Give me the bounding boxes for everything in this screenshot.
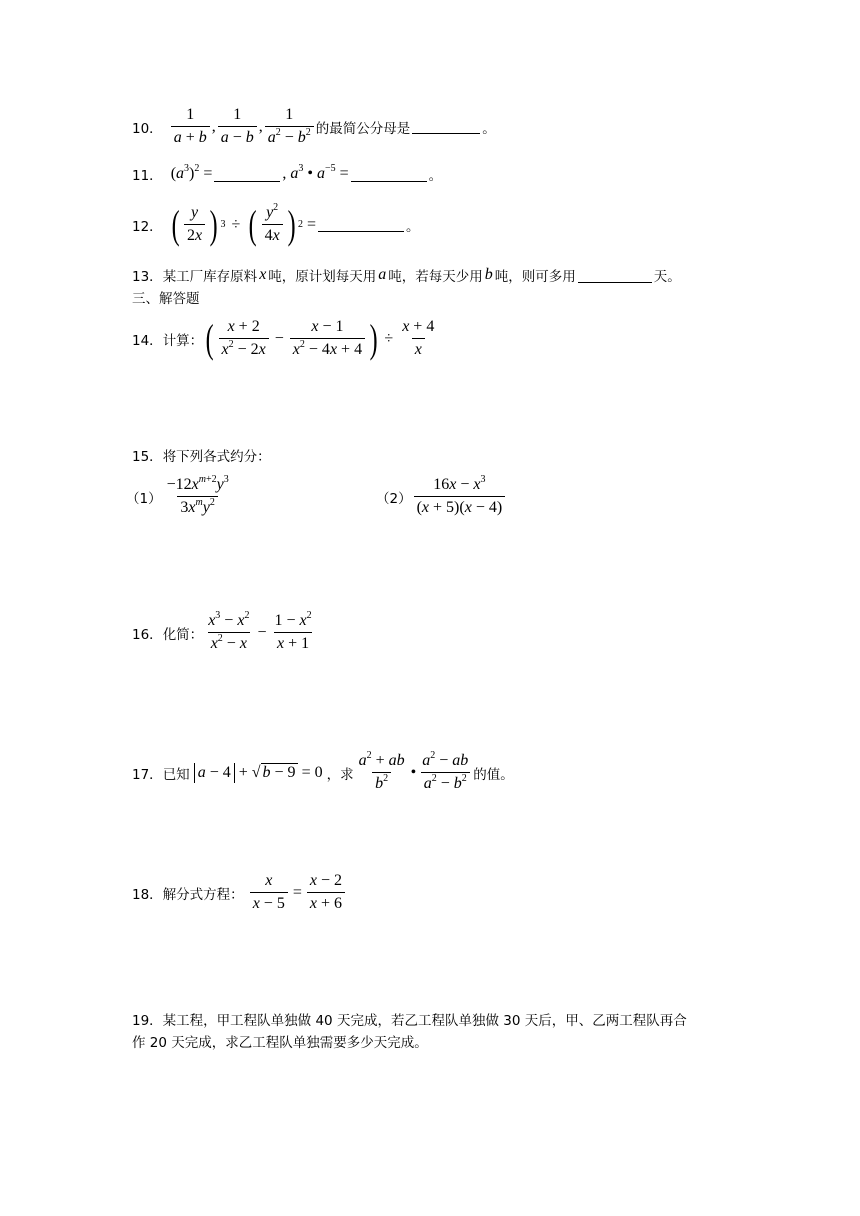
math-expression: ( $\frac{x + 2}{x^2 - 2x}$ − $\frac{x - 1}{x^2 - 4x + 4}$ ) ÷ $\frac{x + 4}{x}$ bbox=[205, 315, 435, 361]
math-expression: a − 4 + √ b − 9 = 0 bbox=[194, 763, 327, 783]
question-15 bbox=[132, 445, 271, 465]
fraction: $\frac{16x - x^3}{(x + 5)(x - 4)}$ bbox=[414, 476, 506, 517]
question-label: 解分式方程： bbox=[162, 886, 244, 903]
question-label: 将下列各式约分： bbox=[162, 449, 271, 465]
question-label: 已知 bbox=[162, 766, 190, 783]
fraction: $\frac{1}{a - b}$ bbox=[218, 106, 257, 147]
question-19-line-2: 作 20 天完成，求乙工程队单独需要多少天完成。 bbox=[132, 1035, 428, 1051]
answer-blank[interactable] bbox=[318, 217, 404, 232]
question-label: 计算： bbox=[162, 332, 204, 349]
answer-blank[interactable] bbox=[214, 167, 280, 182]
question-18 bbox=[132, 872, 347, 913]
answer-blank[interactable] bbox=[578, 268, 652, 283]
question-15-part-1: （1） $\frac{-12x^{m+2}y^3}{3x^my^2}$ bbox=[126, 476, 234, 517]
question-number: 17． bbox=[132, 766, 163, 783]
section-heading: 三、解答题 bbox=[132, 291, 200, 307]
fraction: $\frac{1}{a + b}$ bbox=[171, 106, 210, 147]
answer-blank[interactable] bbox=[412, 119, 480, 134]
question-10: 10． $\frac{1}{a + b}$ , $\frac{1}{a - b}$ , $\frac{1}{a^2 - b^2}$ 的最简公分母是 。 bbox=[132, 106, 496, 146]
question-number: 10． bbox=[132, 120, 163, 137]
math-expression: ( $\frac{y}{2x}$ ) 3 ÷ ( $\frac{y^2}{4x}$ ) 2 = bbox=[171, 201, 317, 247]
answer-blank[interactable] bbox=[351, 167, 427, 182]
question-text: 的最简公分母是 bbox=[315, 120, 411, 137]
question-number: 18． bbox=[132, 886, 163, 903]
question-label: 化简： bbox=[162, 626, 204, 643]
math-expression: $\frac{a^2 + ab}{b^2}$ • $\frac{a^2 - ab}{a^2 - b^2}$ bbox=[358, 750, 469, 792]
question-12: 12． ( $\frac{y}{2x}$ ) 3 ÷ ( $\frac{y^2}{4x}$ ) 2 = 。 bbox=[132, 201, 420, 247]
question-17: 17． 已知 a − 4 + √ b − 9 = 0 ，求 $\frac{a^2 + ab}{b^2}$ • $\frac{a^2 - ab}{a^2 - b^2}$ 的值。 bbox=[132, 750, 514, 792]
question-13: 13． 某工厂库存原料 x 吨，原计划每天用 a 吨，若每天少用 b 吨，则可多用 天。 bbox=[132, 266, 681, 285]
math-expression: , $a^3$ • $a^{-5}$ = bbox=[282, 163, 349, 182]
question-16 bbox=[132, 612, 317, 653]
math-expression: $\frac{x^3 - x^2}{x^2 - x}$ − $\frac{1 - x^2}{x + 1}$ bbox=[208, 610, 312, 652]
question-number: 16． bbox=[132, 626, 163, 643]
question-number: 15． bbox=[132, 449, 163, 465]
question-number: 11． bbox=[132, 168, 163, 184]
math-expression: $\frac{x}{x - 5}$ = $\frac{x - 2}{x + 6}$ bbox=[248, 872, 347, 913]
question-14 bbox=[132, 315, 439, 361]
question-number: 14． bbox=[132, 332, 163, 349]
math-expression: $(a^3)^2$ = bbox=[170, 163, 213, 182]
question-number: 12． bbox=[132, 218, 163, 235]
fraction: $\frac{1}{a^2 - b^2}$ bbox=[265, 106, 314, 147]
question-19-line-1: 19．某工程，甲工程队单独做 40 天完成，若乙工程队单独做 30 天后，甲、乙两工程队再合 bbox=[132, 1013, 687, 1029]
fraction: $\frac{-12x^{m+2}y^3}{3x^my^2}$ bbox=[166, 474, 229, 516]
question-11: 11． $(a^3)^2$ = , $a^3$ • $a^{-5}$ = 。 bbox=[132, 163, 443, 184]
question-15-part-2: （2） $\frac{16x - x^3}{(x + 5)(x - 4)}$ bbox=[376, 476, 507, 517]
question-number: 13． bbox=[132, 269, 163, 285]
